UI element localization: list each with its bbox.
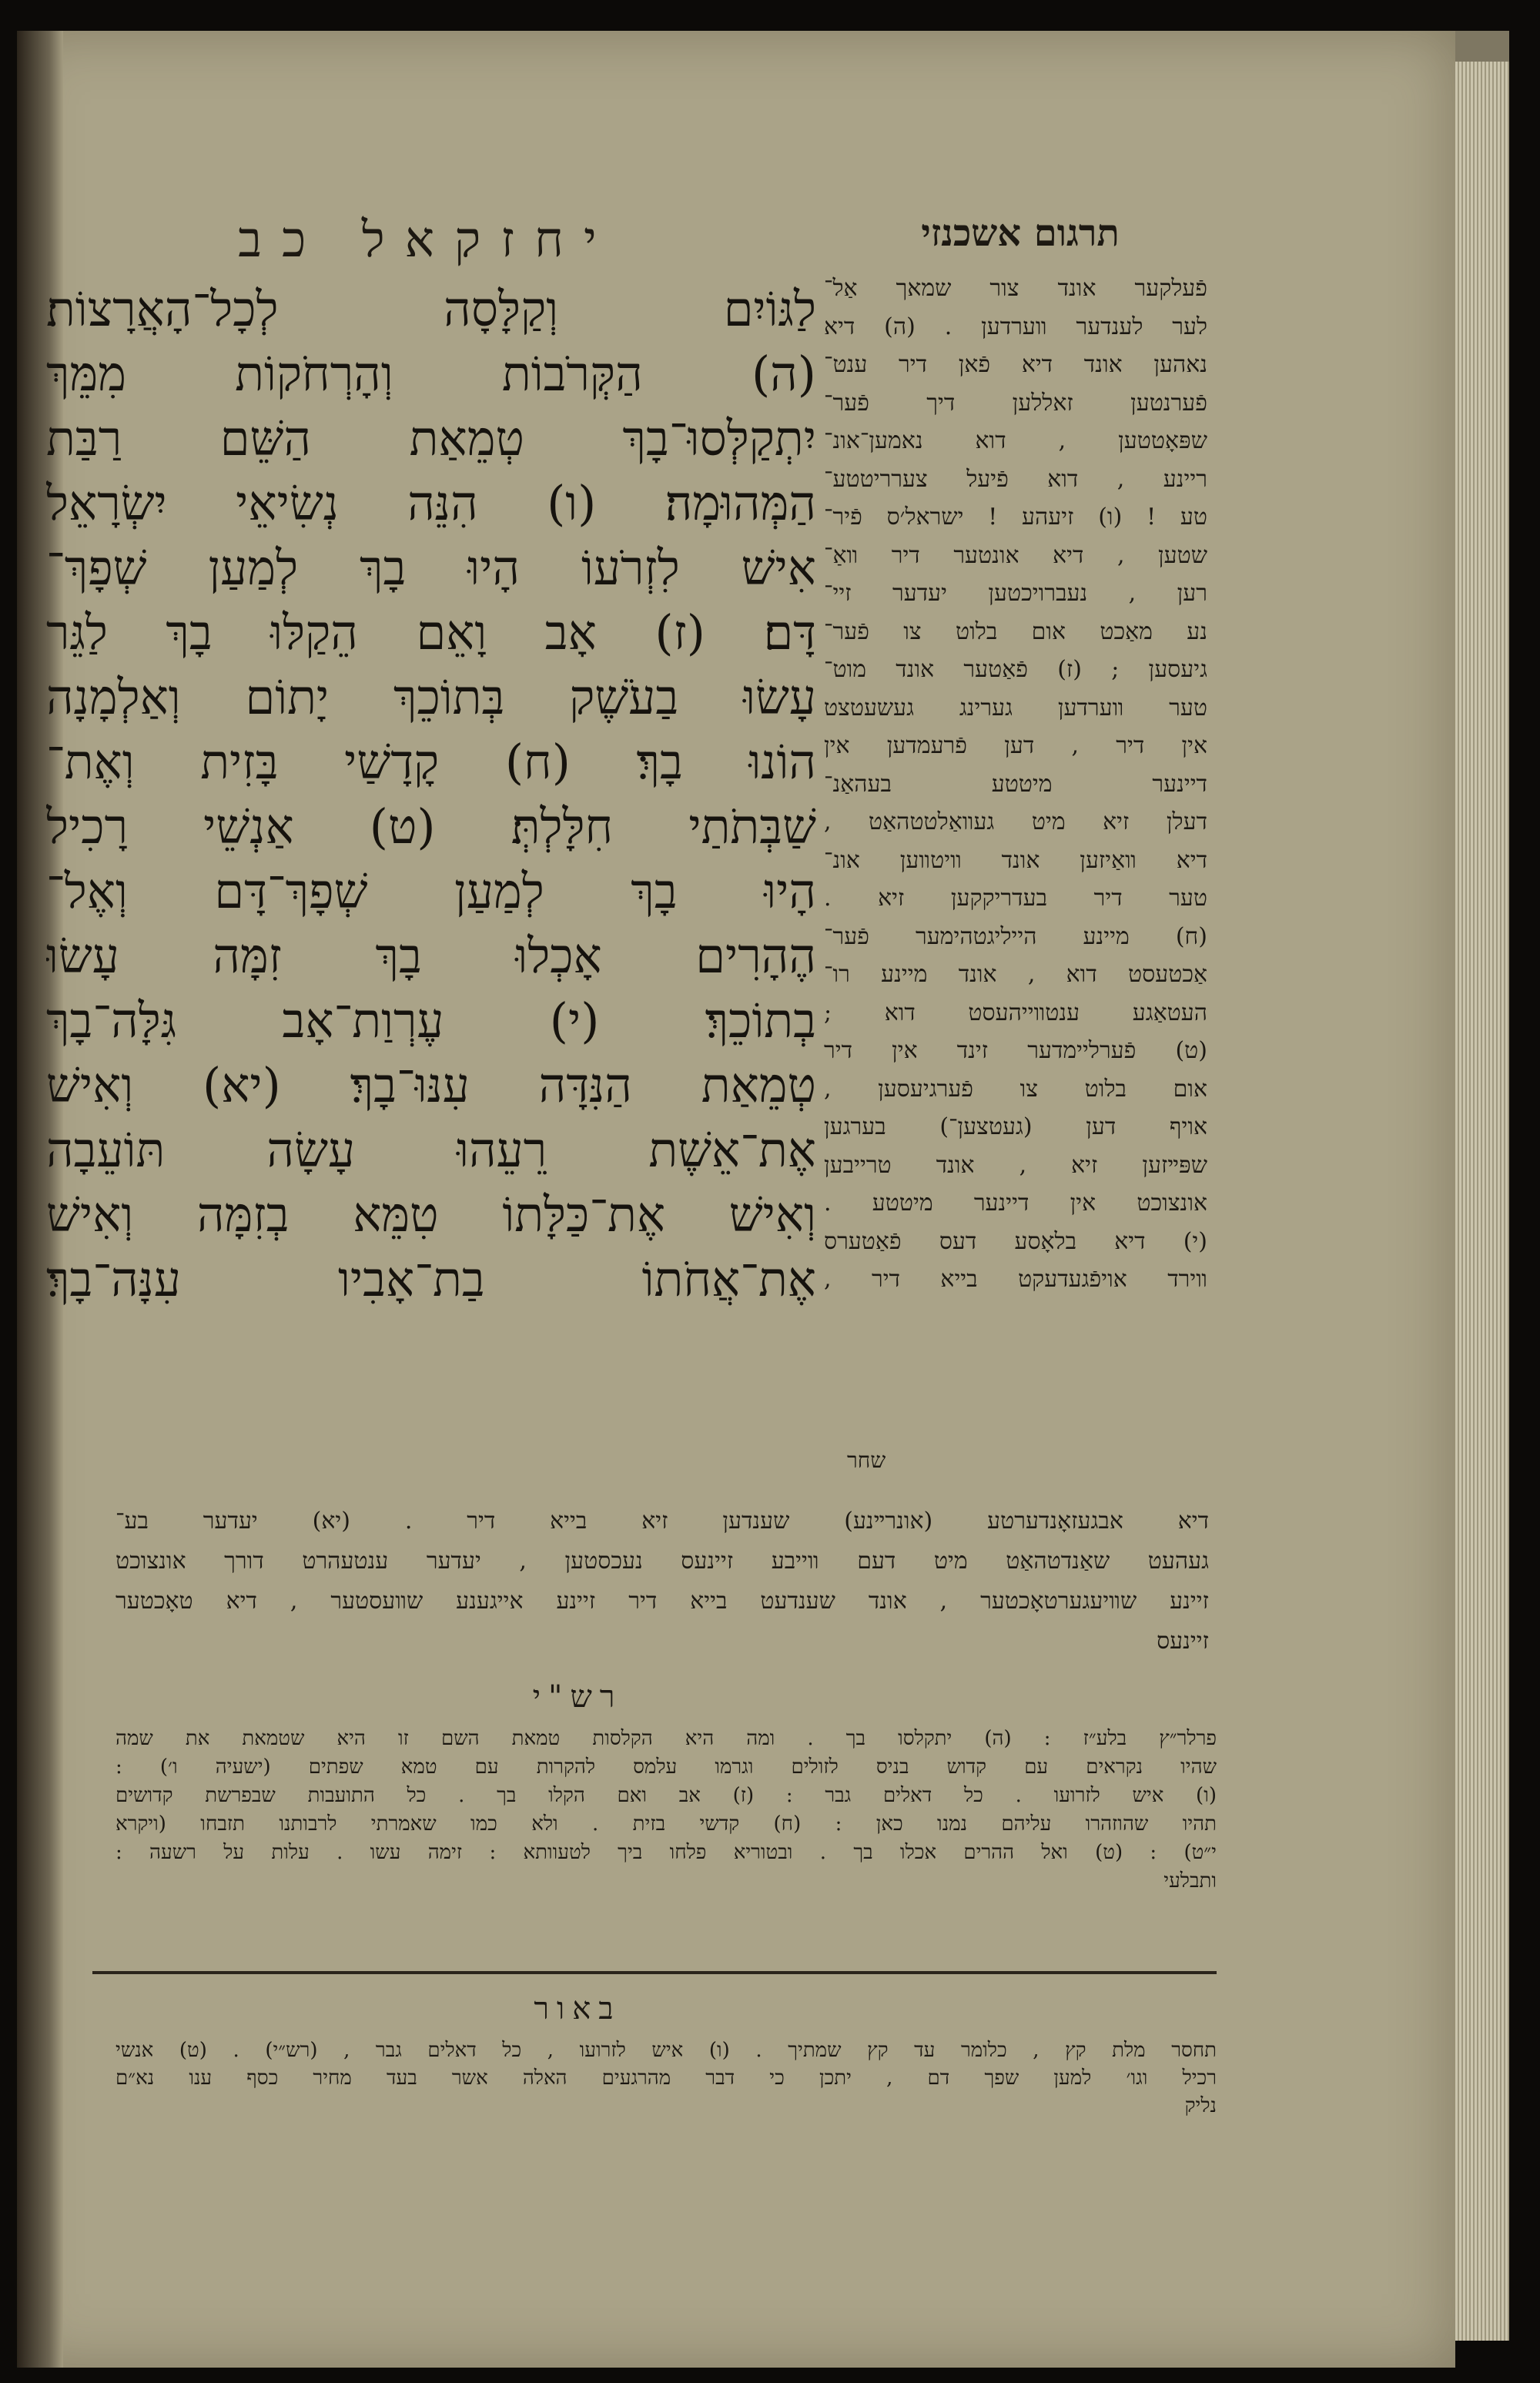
hebrew-line: הוֹנוּ בָךְ׃ (ח) קָדָשַׁי בָּזִית וְאֶת־: [46, 734, 816, 790]
translation-line: אַכטעסט דוא , אונד מיינע רו־: [824, 961, 1207, 988]
hebrew-line: אֶת־אֲחֹתוֹ בַת־אָבִיו עִנָּה־בָךְ׃: [46, 1251, 816, 1307]
translation-line: אונצוכט אין דיינער מיטטע .: [824, 1190, 1207, 1217]
translation-column: [824, 269, 1207, 1299]
hebrew-line: אֶת־אֵשֶׁת רֵעֵהוּ עָשָׂה תּוֹעֵבָה: [46, 1122, 816, 1178]
translation-line: דיא װאַיזען אונד װיטװען אונ־: [824, 846, 1207, 874]
translation-line: דיינער מיטטע בעהאַנ־: [824, 770, 1207, 798]
hebrew-line: וְאִישׁ אֶת־כַּלָּתוֹ טִמֵּא בְזִמָּה וְאִישׁ: [46, 1186, 816, 1243]
rashi-line: (ו) איש לזרועו . כל דאלים גבר : (ז) אב ואם הקלו בך . כל התועבות שבפרשת קדושים: [116, 1784, 1217, 1807]
translation-line: שטען , דיא אונטער דיר װאַ־: [824, 541, 1207, 569]
rashi-line: י״ט) : (ט) ואל ההרים אכלו בך . ובטוריא פלחו ביך לטעוותא : זימה עשו . עלות על רשעה :: [116, 1841, 1217, 1864]
hebrew-line: בְתוֹכֵךְ׃ (י) עֶרְוַת־אָב גִּלָּה־בָךְ: [46, 992, 816, 1049]
translation-line: פֿערנטען זאללען דיך פֿער־: [824, 389, 1207, 417]
translation-line: העטאַגע ענטװייהעסט דוא ;: [824, 999, 1207, 1026]
biur-commentary: [116, 2037, 1217, 2120]
translation-line: שפּאָטטען , דוא נאמען־אונ־: [824, 427, 1207, 454]
hebrew-line: עָשׂוּ בַעֹשֶׁק בְּתוֹכֵךְ יָתוֹם וְאַלְמָנָה: [46, 669, 816, 725]
hebrew-line: דָּם׃ (ז) אָב וָאֵם הֵקַלּוּ בָךְ לַגֵּר: [46, 604, 816, 661]
rashi-line: תהיו שהוזהרו עליהם נמנו כאן : (ח) קדשי בזית . ולא כמו שאמרתי לרבותנו תזבחו (ויקרא: [116, 1812, 1217, 1836]
translation-line: גיעסען ; (ז) פֿאַטער אונד מוט־: [824, 656, 1207, 683]
translation-line: רען , נעברויכטען יעדער זיי־: [824, 580, 1207, 607]
rashi-line: ותבלעי: [1163, 1869, 1217, 1893]
hebrew-line: שַׁבְּתֹתַי חִלָּלְתְּ׃ (ט) אַנְשֵׁי רָכִיל: [46, 798, 816, 855]
hebrew-line: הַמְּהוּמָה׃ (ו) הִנֵּה נְשִׂיאֵי יִשְׂרָאֵל: [46, 475, 816, 531]
translation-line: װירד אויפֿגעדעקט בייא דיר ,: [824, 1266, 1207, 1293]
translation-line: נע מאַכט אום בלוט צו פֿער־: [824, 618, 1207, 645]
hebrew-text-column: [46, 277, 816, 1312]
hebrew-line: אִישׁ לִזְרֹעוֹ הָיוּ בָךְ לְמַעַן שְׁפָךְ־: [46, 540, 816, 596]
translation-line: טע ! (ו) זיעהע ! ישראל׳ס פֿיר־: [824, 504, 1207, 530]
translation-line: פֿעלקער אונד צור שמאך אַל־: [824, 275, 1207, 302]
translation-continuation: [116, 1501, 1209, 1662]
translation-line: (ח) מיינע הייליגטהימער פֿער־: [824, 922, 1207, 950]
rashi-commentary: [116, 1725, 1217, 1896]
translation-line: אין דיר , דען פֿרעמדען אין: [824, 732, 1207, 759]
translation-continuation-line: דיא אבגעזאָנדערטע (אונרײנע) שענדען זיא בייא דיר . (יא) יעדער בע־: [116, 1508, 1209, 1535]
translation-line: טער דיר בעדריקקען זיא .: [824, 885, 1207, 912]
section-divider: [92, 1971, 1217, 1974]
page-header-translation-title: תרגום אשכנזי: [921, 212, 1120, 255]
biur-line: נליק: [1184, 2094, 1217, 2117]
translation-line: טער װערדען גערינג געשעטצט: [824, 694, 1207, 721]
biur-title: באור: [534, 1991, 621, 2027]
translation-line: שפּײזען זיא , אונד טרייבען: [824, 1151, 1207, 1179]
hebrew-line: (ה) הַקְּרֹבוֹת וְהָרְחֹקוֹת מִמֵּךְ: [46, 346, 816, 402]
hebrew-line: הֶהָרִים אָכְלוּ בָךְ זִמָּה עָשׂוּ: [46, 928, 816, 984]
translation-continuation-line: זיינע שװיעגערטאָכטער , אונד שענדעט בייא דיר זיינע אייגענע שװעסטער , דיא טאָכטער: [116, 1588, 1209, 1615]
hebrew-line: יִתְקַלְּסוּ־בָךְ טְמֵאַת הַשֵּׁם רַבַּת: [46, 410, 816, 467]
biur-line: רכיל וגו׳ למען שפך דם , יתכן כי דבר מהרגעים האלה אשר בעד מחיר כסף ענו נא״ם: [116, 2067, 1217, 2090]
hebrew-line: טְמֵאַת הַנִּדָּה עִנּוּ־בָךְ׃ (יא) וְאִישׁ: [46, 1057, 816, 1113]
translation-line: נאהען אונד דיא פֿאן דיר ענט־: [824, 351, 1207, 378]
hebrew-line: לַגּוֹיִם וְקַלָּסָה לְכָל־הָאֲרָצוֹת׃: [46, 281, 816, 337]
biur-line: תחסר מלת קץ , כלומר עד קץ שמתיך . (ו) איש לזרועו , כל דאלים גבר , (רש״י) . (ט) אנשי: [116, 2039, 1217, 2062]
translation-line: אום בלוט צו פֿערגיעסען ,: [824, 1075, 1207, 1103]
rashi-line: שהיו נקראים עם קדוש בניס לזולים וגרמו עלמס להקרות עם טמא שפתים (ישעיה ו׳) :: [116, 1755, 1217, 1779]
translation-line: (ט) פֿערליימדער זינד אין דיר: [824, 1037, 1207, 1064]
catchword: שחר: [847, 1448, 886, 1473]
translation-line: דעלן זיא מיט געװאַלטטהאַט ,: [824, 808, 1207, 835]
rashi-title: רש"י: [532, 1679, 623, 1715]
translation-line: ריינע , דוא פֿיעל צערריטטע־: [824, 465, 1207, 493]
rashi-line: פרלר״ץ בלע״ז : (ה) יתקלסו בך . ומה היא הקלסות טמאת השם זו היא שטמאת את שמה: [116, 1727, 1217, 1750]
translation-line: אויף דען (געטצען־) בערגען: [824, 1113, 1207, 1140]
hebrew-line: הָיוּ בָךְ לְמַעַן שְׁפָךְ־דָּם וְאֶל־: [46, 863, 816, 919]
translation-line: (י) דיא בלאָסע דעס פֿאַטערס: [824, 1227, 1207, 1255]
translation-line: לער לענדער װערדען . (ה) דיא: [824, 313, 1207, 340]
page-header-book-title: יחזקאל כב: [238, 212, 617, 269]
translation-continuation-line: זיינעס: [1157, 1628, 1209, 1655]
translation-continuation-line: געהעט שאַנדטהאַט מיט דעם װייבע זיינעס נעכסטען , יעדער ענטעהרט דורך אונצוכט: [116, 1548, 1209, 1575]
